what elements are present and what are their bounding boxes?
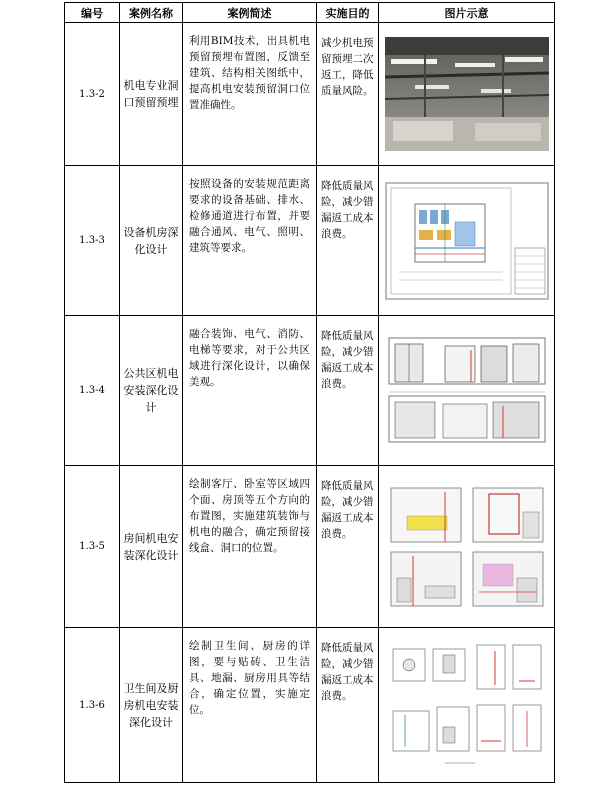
row-description: 利用BIM技术，出具机电预留预埋布置图，反馈至建筑、结构相关图纸中，提高机电安装预留洞口位置准确性。 <box>183 23 317 166</box>
row-image-cell <box>379 166 555 316</box>
row-number: 1.3-5 <box>65 466 120 628</box>
row-name: 机电专业洞口预留预埋 <box>120 23 183 166</box>
row-description: 绘制客厅、卧室等区域四个面、房顶等五个方向的布置图，实施建筑装饰与机电的融合，确定预留接线盒、洞口的位置。 <box>183 466 317 628</box>
public-area-elevation-image <box>385 332 549 450</box>
room-elevation-image <box>385 482 549 612</box>
header-description: 案例简述 <box>183 3 317 23</box>
row-name: 卫生间及厨房机电安装深化设计 <box>120 628 183 783</box>
row-purpose: 降低质量风险，减少错漏返工成本浪费。 <box>317 466 379 628</box>
ceiling-photo-image <box>385 37 549 151</box>
table-header-row <box>65 3 555 23</box>
header-name: 案例名称 <box>120 3 183 23</box>
row-description: 按照设备的安装规范距离要求的设备基础、排水、检修通道进行布置，并要融合通风、电气、照明、建筑等要求。 <box>183 166 317 316</box>
row-purpose: 减少机电预留预埋二次返工，降低质量风险。 <box>317 23 379 166</box>
table-row <box>65 23 555 166</box>
row-image-cell <box>379 628 555 783</box>
row-description: 融合装饰、电气、消防、电梯等要求，对于公共区域进行深化设计，以确保美观。 <box>183 316 317 466</box>
bathroom-kitchen-detail-image <box>385 641 549 769</box>
header-number: 编号 <box>65 3 120 23</box>
header-image: 图片示意 <box>379 3 555 23</box>
equipment-room-drawing-image <box>385 182 549 300</box>
table-row <box>65 466 555 628</box>
row-image-cell <box>379 23 555 166</box>
case-table <box>64 2 555 783</box>
row-purpose: 降低质量风险，减少错漏返工成本浪费。 <box>317 628 379 783</box>
row-name: 设备机房深化设计 <box>120 166 183 316</box>
table-row <box>65 628 555 783</box>
row-name: 公共区机电安装深化设计 <box>120 316 183 466</box>
row-number: 1.3-6 <box>65 628 120 783</box>
row-name: 房间机电安装深化设计 <box>120 466 183 628</box>
table-row <box>65 316 555 466</box>
row-purpose: 降低质量风险，减少错漏返工成本浪费。 <box>317 166 379 316</box>
row-image-cell <box>379 316 555 466</box>
table-row <box>65 166 555 316</box>
row-purpose: 降低质量风险，减少错漏返工成本浪费。 <box>317 316 379 466</box>
row-number: 1.3-4 <box>65 316 120 466</box>
row-image-cell <box>379 466 555 628</box>
row-number: 1.3-2 <box>65 23 120 166</box>
header-purpose: 实施目的 <box>317 3 379 23</box>
row-number: 1.3-3 <box>65 166 120 316</box>
row-description: 绘制卫生间、厨房的详图，要与贴砖、卫生洁具、地漏、厨房用具等结合，确定位置，实施定位。 <box>183 628 317 783</box>
